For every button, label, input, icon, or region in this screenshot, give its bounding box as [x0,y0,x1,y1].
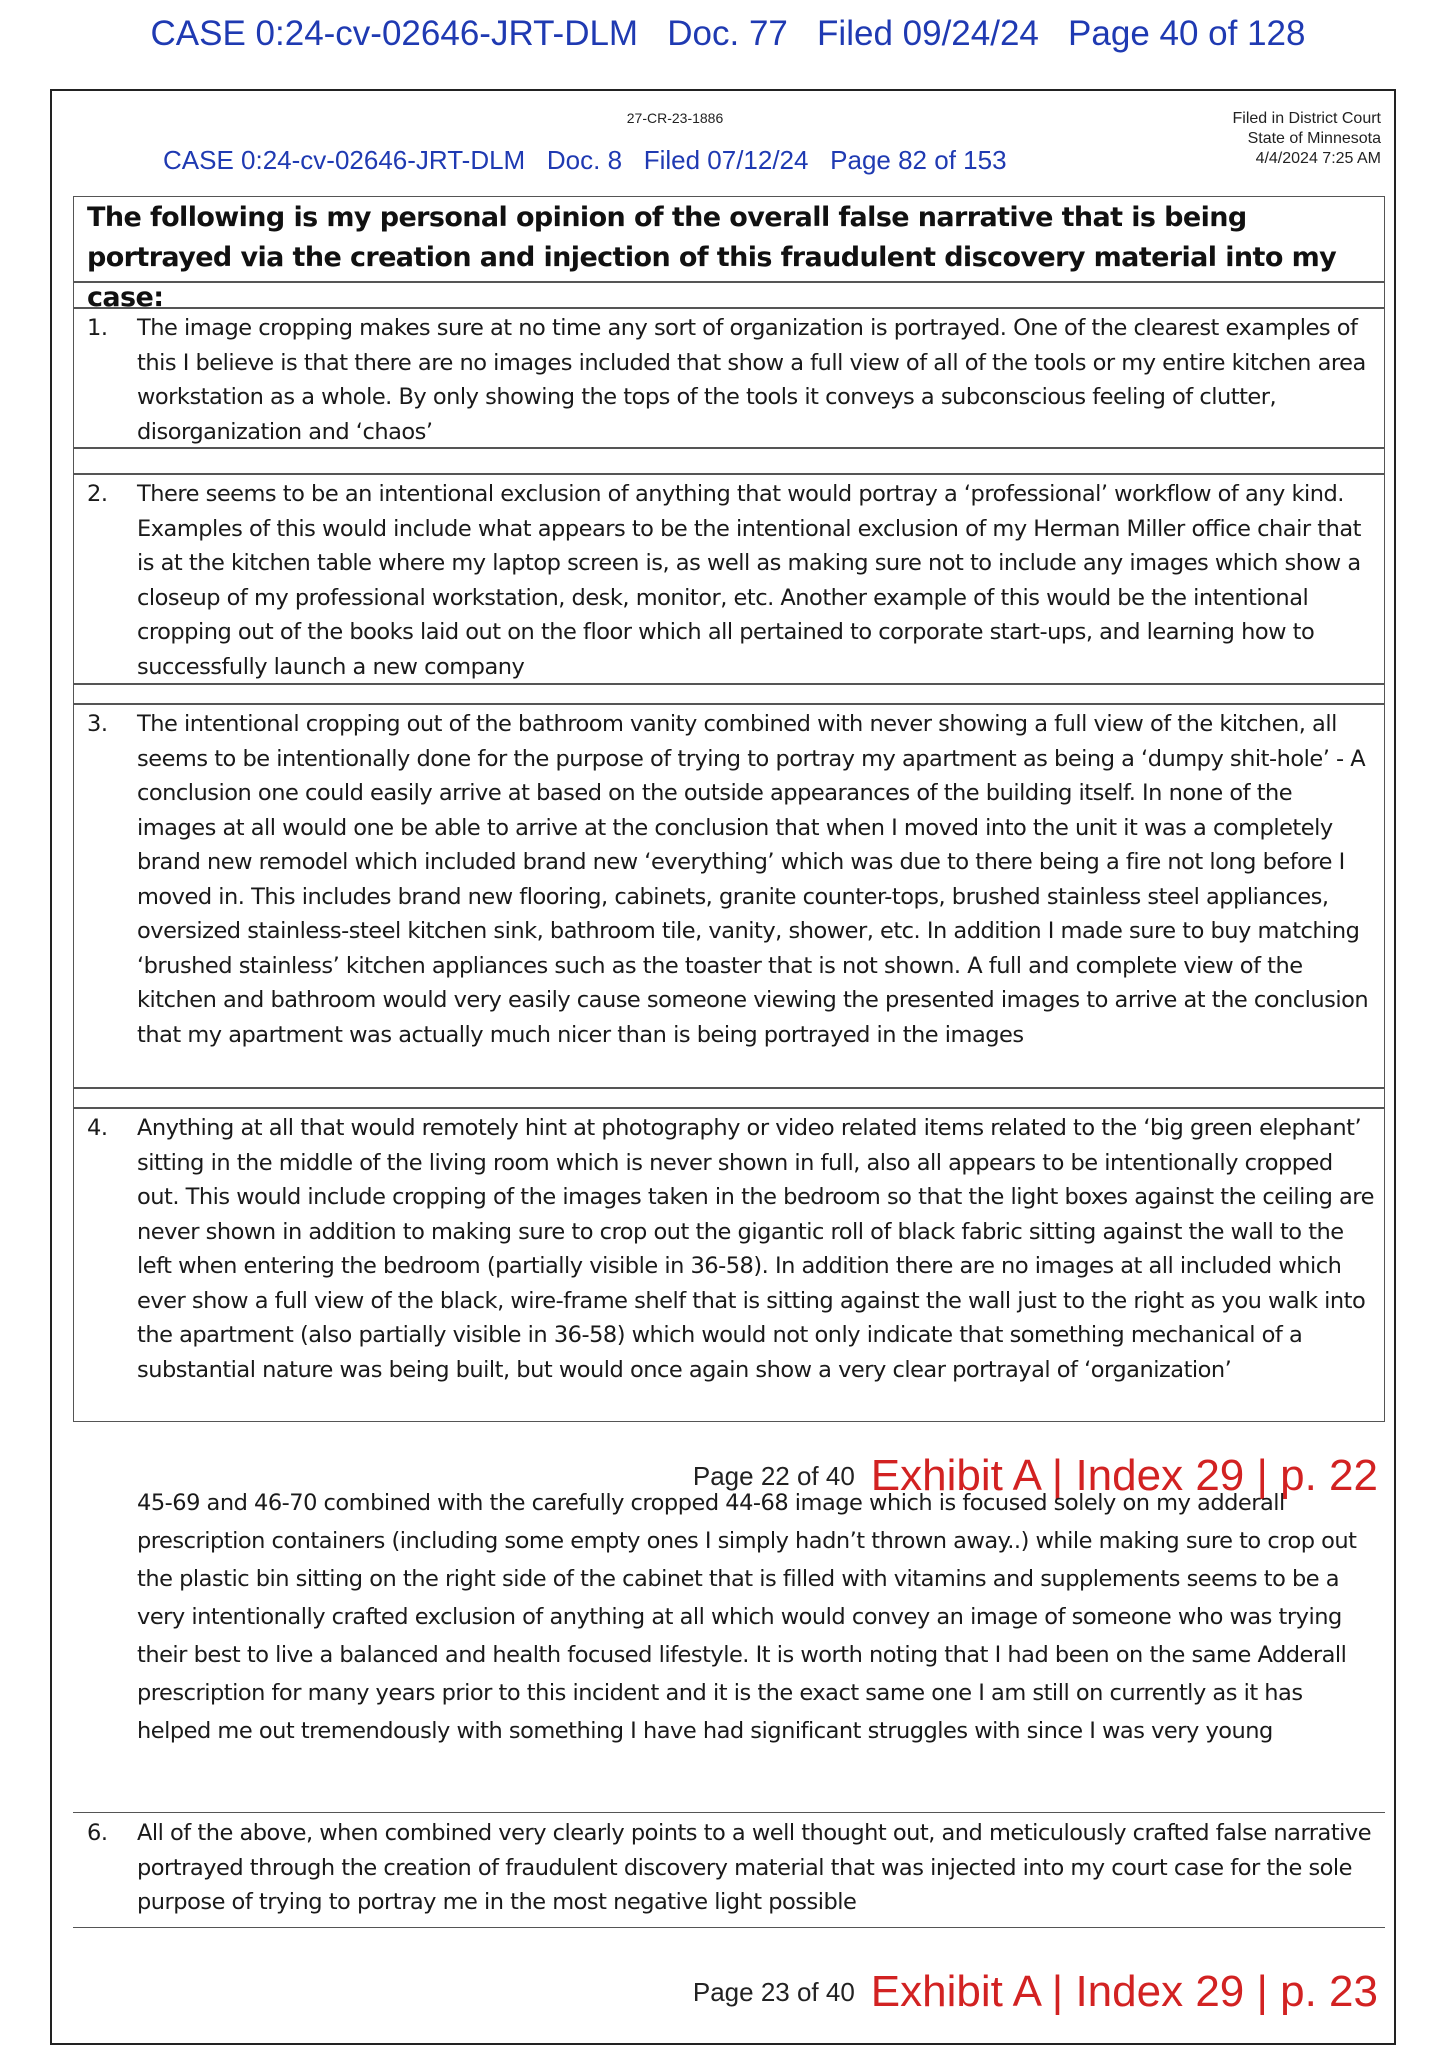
item-number: 1. [87,315,108,341]
list-item [87,311,1377,449]
item-text: The intentional cropping out of the bathroom vanity combined with never showing a full view of the kitchen, all seems to be intentionally done for the purpose of trying to portray my apartment as being a ‘dumpy shit-hole’ - A conclusion one could easily arrive at based on the outside appearances of the building itself. In none of the images at all would one be able to arrive at the conclusion that when I moved into the unit it was a completely brand new remodel which included brand new ‘everything’ which was due to there being a fire not long before I moved in. This includes brand new flooring, cabinets, granite counter-tops, brushed stainless steel appliances, oversized stainless-steel kitchen sink, bathroom tile, vanity, shower, etc. In addition I made sure to buy matching ‘brushed stainless’ kitchen appliances such as the toaster that is not shown. A full and complete view of the kitchen and bathroom would very easily cause someone viewing the presented images to arrive at the conclusion that my apartment was actually much nicer than is being portrayed in the images [137,711,1369,1048]
item-text: There seems to be an intentional exclusion of anything that would portray a ‘professional’ workflow of any kind. Examples of this would include what appears to be the intentional exclusion of my Herman Miller office chair that is at the kitchen table where my laptop screen is, as well as making sure not to include any images which show a closeup of my professional workstation, desk, monitor, etc. Another example of this would be the intentional cropping out of the books laid out on the floor which all pertained to corporate start-ups, and learning how to successfully launch a new company [137,481,1361,680]
list-item [87,707,1377,1052]
continuation-text: 45-69 and 46-70 combined with the carefully cropped 44-68 image which is focused solely on my adderall prescription containers (including some empty ones I simply hadn’t thrown away..) while making sure to crop out the plastic bin sitting on the right side of the cabinet that is filled with vitamins and supplements seems to be a very intentionally crafted exclusion of anything at all which would convey an image of someone who was trying their best to live a balanced and health focused lifestyle. It is worth noting that I had been on the same Adderall prescription for many years prior to this incident and it is the exact same one I am still on currently as it has helped me out tremendously with something I have had significant struggles with since I was very young [137,1490,1357,1744]
filing-stamp-datetime: 4/4/2024 7:25 AM [1255,150,1381,167]
item-number: 3. [87,711,108,737]
item-text: The image cropping makes sure at no time any sort of organization is portrayed. One of the clearest examples of this I believe is that there are no images included that show a full view of all of the tools or my entire kitchen area workstation as a whole. By only showing the tops of the tools it conveys a subconscious feeling of clutter, disorganization and ‘chaos’ [137,315,1366,445]
item-text: All of the above, when combined very clearly points to a well thought out, and meticulously crafted false narrative portrayed through the creation of fraudulent discovery material that was injected into my court case for the sole purpose of trying to portray me in the most negative light possible [137,1820,1372,1915]
item-text: Anything at all that would remotely hint at photography or video related items related to the ‘big green elephant’ sitting in the middle of the living room which is never shown in full, also all appears to be intentionally cropped out. This would include cropping of the images taken in the bedroom so that the light boxes against the ceiling are never shown in addition to making sure to crop out the gigantic roll of black fabric sitting against the wall to the left when entering the bedroom (partially visible in 36-58). In addition there are no images at all included which ever show a full view of the black, wire-frame shelf that is sitting against the wall just to the right as you walk into the apartment (also partially visible in 36-58) which would not only indicate that something mechanical of a substantial nature was being built, but would once again show a very clear portrayal of ‘organization’ [137,1115,1374,1383]
filing-stamp-line: State of Minnesota [1247,130,1381,147]
list-item [87,477,1377,684]
item-number: 6. [87,1820,108,1846]
court-filing-stamp [1233,109,1381,169]
page-number: Page 23 of 40 [692,1976,855,2007]
state-case-number: 27-CR-23-1886 [626,110,724,126]
inner-case-header: CASE 0:24-cv-02646-JRT-DLM Doc. 8 Filed 07/12/24 Page 82 of 153 [163,145,1007,175]
exhibit-label: Exhibit A | Index 29 | p. 23 [870,1967,1378,2016]
page-number: Page 22 of 40 [692,1460,855,1491]
exhibit-label: Exhibit A | Index 29 | p. 22 [870,1451,1378,1500]
section-title: The following is my personal opinion of the overall false narrative that is being portrayed via the creation and injection of this fraudulent discovery material into my case: [87,202,1337,313]
spacer-row [73,448,1385,474]
outer-case-header: CASE 0:24-cv-02646-JRT-DLM Doc. 77 Filed 09/24/24 Page 40 of 128 [150,14,1306,53]
filing-stamp-line: Filed in District Court [1232,110,1381,127]
item-number: 2. [87,481,108,507]
page-footer [683,1948,1378,2017]
spacer-row [73,684,1385,704]
list-item [87,1111,1377,1387]
list-item [87,1816,1377,1920]
spacer-row [73,1088,1385,1108]
item-number: 4. [87,1115,108,1141]
